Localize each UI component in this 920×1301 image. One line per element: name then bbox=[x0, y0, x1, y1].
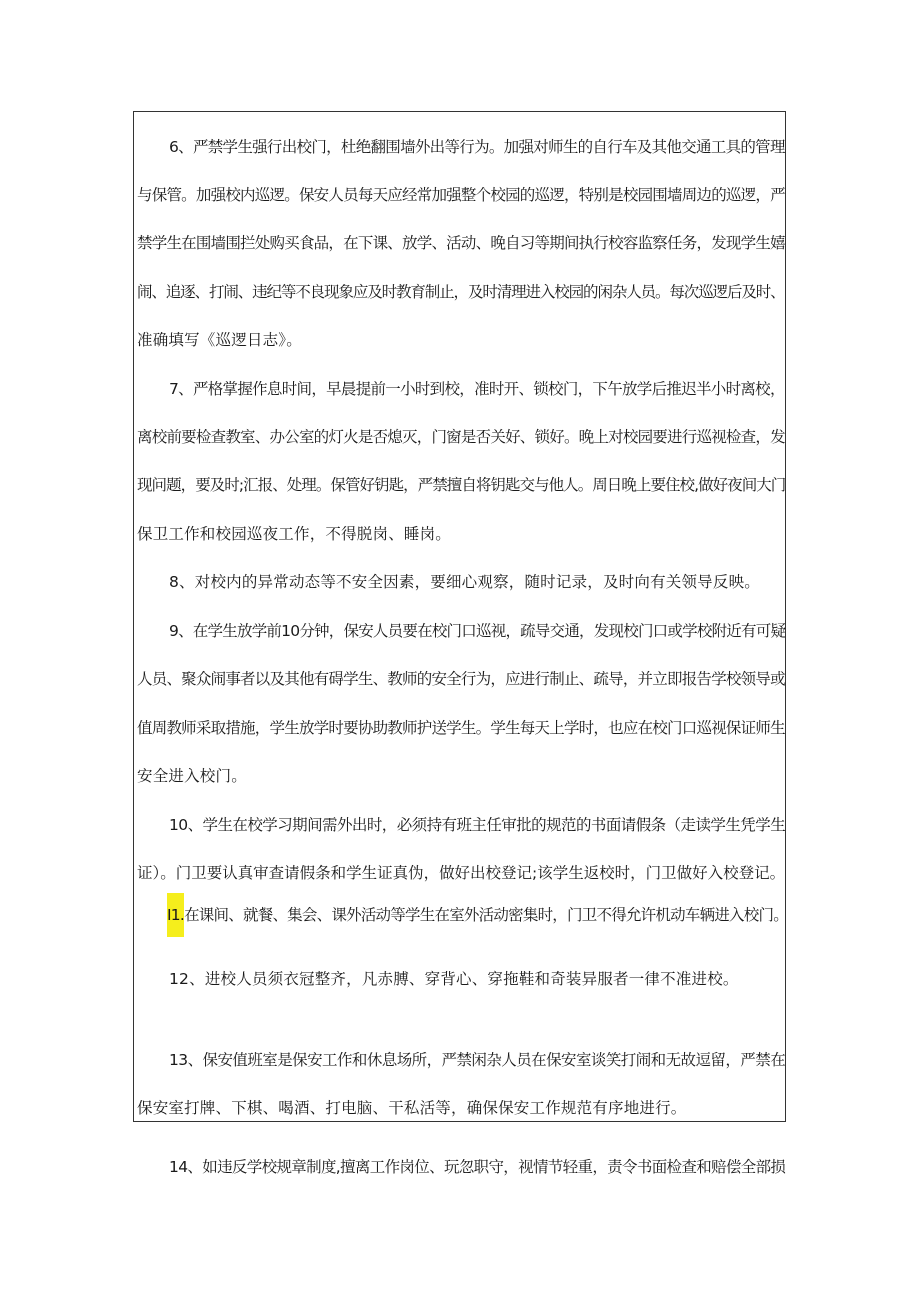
highlighted-number: I1. bbox=[167, 893, 184, 937]
paragraph-10-line-2: 证）。门卫要认真审查请假条和学生证真伪，做好出校登记;该学生返校时，门卫做好入校登记。 bbox=[137, 864, 786, 882]
paragraph-13-line-2: 保安室打牌、下棋、喝酒、打电脑、干私活等，确保保安工作规范有序地进行。 bbox=[137, 1099, 687, 1117]
paragraph-6-line-2: 与保管。加强校内巡逻。保安人员每天应经常加强整个校园的巡逻，特别是校园围墙周边的巡逻，严 bbox=[137, 186, 785, 204]
paragraph-6-line-3: 禁学生在围墙围拦处购买食品，在下课、放学、活动、晚自习等期间执行校容监察任务，发现学生嬉 bbox=[137, 234, 785, 252]
paragraph-7-line-4: 保卫工作和校园巡夜工作，不得脱岗、睡岗。 bbox=[137, 525, 452, 543]
paragraph-11-text: 在课间、就餐、集会、课外活动等学生在室外活动密集时，门卫不得允许机动车辆进入校门。 bbox=[184, 906, 788, 924]
paragraph-12-line-1: 12、进校人员须衣冠整齐，凡赤膊、穿背心、穿拖鞋和奇装异服者一律不准进校。 bbox=[169, 970, 739, 988]
paragraph-10-line-1: 10、学生在校学习期间需外出时，必须持有班主任审批的规范的书面请假条（走读学生凭学生 bbox=[169, 816, 786, 834]
paragraph-9-line-4: 安全进入校门。 bbox=[137, 767, 247, 785]
paragraph-11-line-1 bbox=[167, 902, 788, 928]
paragraph-9-line-1: 9、在学生放学前10分钟，保安人员要在校门口巡视，疏导交通，发现校门口或学校附近有可疑 bbox=[169, 622, 786, 640]
paragraph-13-line-1: 13、保安值班室是保安工作和休息场所，严禁闲杂人员在保安室谈笑打闹和无故逗留，严禁在 bbox=[169, 1051, 786, 1069]
paragraph-8-line-1: 8、对校内的异常动态等不安全因素，要细心观察，随时记录，及时向有关领导反映。 bbox=[169, 573, 760, 591]
paragraph-9-line-3: 值周教师采取措施，学生放学时要协助教师护送学生。学生每天上学时，也应在校门口巡视保证师生 bbox=[137, 719, 785, 737]
paragraph-7-line-3: 现问题，要及时;汇报、处理。保管好钥匙，严禁擅自将钥匙交与他人。周日晚上要住校,做好夜间大门 bbox=[137, 476, 786, 494]
paragraph-7-line-1: 7、严格掌握作息时间，早晨提前一小时到校，准时开、锁校门，下午放学后推迟半小时离校， bbox=[169, 380, 785, 398]
paragraph-6-line-5: 准确填写《巡逻日志》。 bbox=[137, 331, 302, 349]
paragraph-9-line-2: 人员、聚众闹事者以及其他有碍学生、教师的安全行为，应进行制止、疏导，并立即报告学校领导或 bbox=[137, 670, 785, 688]
paragraph-14-line-1: 14、如违反学校规章制度,擅离工作岗位、玩忽职守，视情节轻重，责令书面检查和赔偿全部损 bbox=[169, 1158, 786, 1176]
paragraph-6-line-1: 6、严禁学生强行出校门，杜绝翻围墙外出等行为。加强对师生的自行车及其他交通工具的管理 bbox=[169, 138, 785, 156]
paragraph-7-line-2: 离校前要检查教室、办公室的灯火是否熄灭，门窗是否关好、锁好。晚上对校园要进行巡视检查，发 bbox=[137, 428, 785, 446]
paragraph-6-line-4: 闹、追逐、打闹、违纪等不良现象应及时教育制止，及时清理进入校园的闲杂人员。每次巡逻后及时、 bbox=[137, 283, 785, 301]
